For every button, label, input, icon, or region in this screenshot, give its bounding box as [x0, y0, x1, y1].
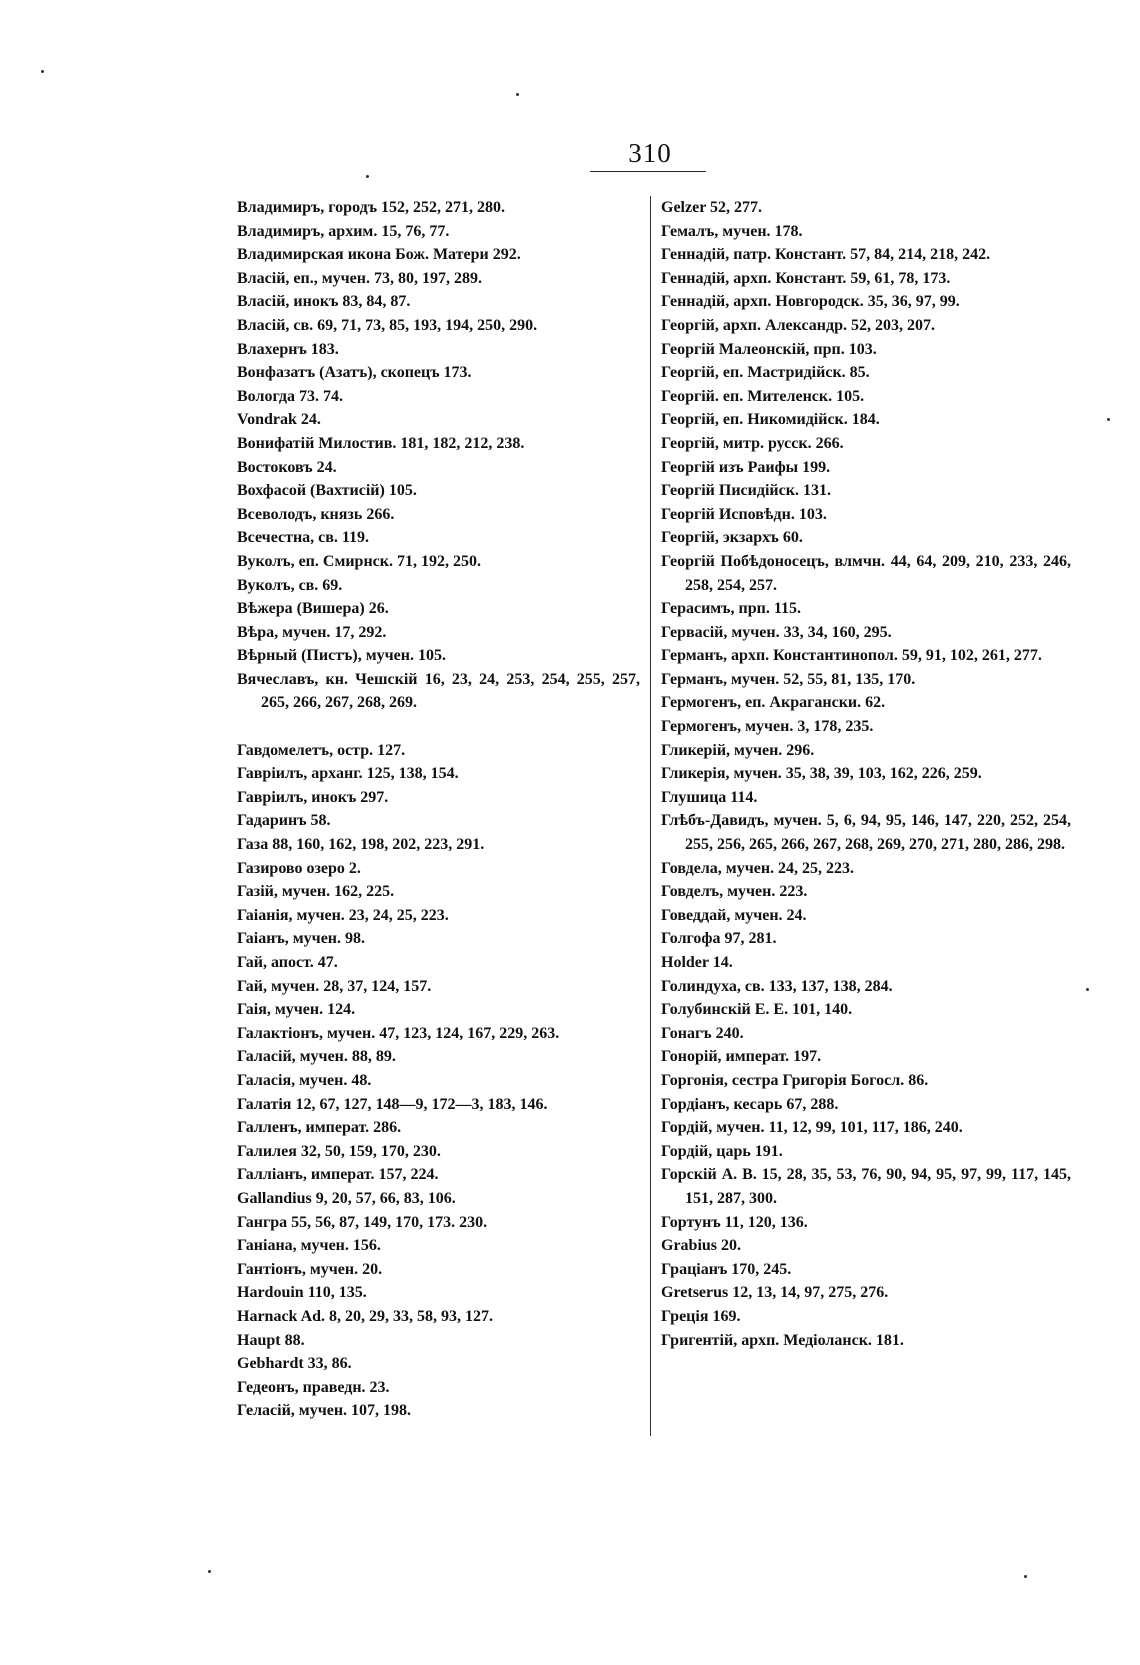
index-entry: Говдела, мучен. 24, 25, 223.: [661, 859, 855, 877]
index-entry: Галилея 32, 50, 159, 170, 230.: [237, 1142, 441, 1160]
index-entry: Геннадій, архп. Констант. 59, 61, 78, 173.: [661, 269, 951, 287]
index-entry: Греція 169.: [661, 1307, 741, 1325]
index-entry: Горскій А. В. 15, 28, 35, 53, 76, 90, 94, 95, 97, 99, 117, 145, 151, 287, 300.: [661, 1166, 1071, 1207]
index-entry: Гавріилъ, инокъ 297.: [237, 788, 389, 806]
index-entry: Всеволодъ, князь 266.: [237, 505, 395, 523]
index-entry: Германъ, мучен. 52, 55, 81, 135, 170.: [661, 670, 916, 688]
index-entry: Гантіонъ, мучен. 20.: [237, 1260, 383, 1278]
index-entry: Вологда 73. 74.: [237, 387, 343, 405]
index-entry: Гонорій, императ. 197.: [661, 1048, 822, 1066]
index-entry: Власій, еп., мучен. 73, 80, 197, 289.: [237, 269, 482, 287]
index-entry: Георгій изъ Раифы 199.: [661, 458, 831, 476]
index-entry: Гаіанъ, мучен. 98.: [237, 930, 366, 948]
index-entry: Геннадій, архп. Новгородск. 35, 36, 97, 99.: [661, 293, 960, 311]
index-entry: Георгій Малеонскій, прп. 103.: [661, 340, 877, 358]
index-entry: Голубинскій Е. Е. 101, 140.: [661, 1001, 853, 1019]
scan-speck: [208, 1570, 211, 1573]
index-entry: Grabius 20.: [661, 1237, 742, 1255]
page-number: 310: [628, 138, 672, 168]
index-entry: Владимирская икона Бож. Матери 292.: [237, 246, 521, 264]
index-column-left: [237, 196, 640, 1423]
index-entry: Владимиръ, городъ 152, 252, 271, 280.: [237, 199, 506, 216]
index-column-right: [661, 196, 1071, 1352]
index-entry: Gebhardt 33, 86.: [237, 1355, 352, 1373]
index-entry: Гликерія, мучен. 35, 38, 39, 103, 162, 226, 259.: [661, 765, 982, 783]
index-entry: Гай, апост. 47.: [237, 954, 338, 971]
index-entry: Голиндуха, св. 133, 137, 138, 284.: [661, 977, 893, 995]
index-entry: Газирово озеро 2.: [237, 859, 361, 877]
index-entry: Вѣра, мучен. 17, 292.: [237, 623, 387, 641]
index-entry: Владимиръ, архим. 15, 76, 77.: [237, 222, 450, 240]
scan-speck: [41, 70, 44, 73]
scan-speck: [1107, 418, 1110, 421]
index-entry: Востоковъ 24.: [237, 458, 337, 476]
index-entry: Гемалъ, мучен. 178.: [661, 222, 803, 240]
index-entry: Vondrak 24.: [237, 411, 321, 429]
index-entry: Вячеславъ, кн. Чешскій 16, 23, 24, 253, 254, 255, 257, 265, 266, 267, 268, 269.: [237, 670, 640, 712]
index-entry: Георгій. еп. Мителенск. 105.: [661, 387, 865, 405]
index-entry: Геннадій, патр. Констант. 57, 84, 214, 218, 242.: [661, 246, 991, 264]
index-entry: Говеддай, мучен. 24.: [661, 906, 807, 924]
scan-speck: [516, 93, 519, 96]
index-entry: Gallandius 9, 20, 57, 66, 83, 106.: [237, 1189, 456, 1207]
index-entry: Всечестна, св. 119.: [237, 529, 370, 547]
index-entry: Гервасій, мучен. 33, 34, 160, 295.: [661, 623, 892, 641]
index-entry: Галасій, мучен. 88, 89.: [237, 1048, 396, 1066]
index-entry: Гаіанія, мучен. 23, 24, 25, 223.: [237, 906, 449, 924]
index-entry: Граціанъ 170, 245.: [661, 1260, 792, 1278]
index-entry: Георгій Писидійск. 131.: [661, 482, 831, 500]
index-entry: Ганіана, мучен. 156.: [237, 1237, 381, 1255]
index-entry: Галасія, мучен. 48.: [237, 1071, 372, 1089]
index-entry: Гордій, мучен. 11, 12, 99, 101, 117, 186, 240.: [661, 1119, 963, 1137]
index-entry: Гликерій, мучен. 296.: [661, 741, 815, 759]
index-group-v: [237, 196, 640, 715]
scan-speck: [1086, 988, 1089, 991]
index-entry: Власій, инокъ 83, 84, 87.: [237, 293, 411, 311]
index-entry: Гавріилъ, арханг. 125, 138, 154.: [237, 765, 459, 783]
index-entry: Гай, мучен. 28, 37, 124, 157.: [237, 977, 432, 995]
index-entry: Власій, св. 69, 71, 73, 85, 193, 194, 250, 290.: [237, 316, 538, 334]
index-entry: Глѣбъ-Давидъ, мучен. 5, 6, 94, 95, 146, 147, 220, 252, 254, 255, 256, 265, 266, 267, 268, 269, 270, 271, 280, 286, 298.: [661, 812, 1071, 854]
index-entry: Влахернъ 183.: [237, 340, 339, 358]
index-entry: Георгій, митр. русск. 266.: [661, 434, 844, 452]
index-entry: Говделъ, мучен. 223.: [661, 883, 808, 901]
index-entry: Георгій Исповѣдн. 103.: [661, 505, 827, 523]
scan-speck: [1024, 1575, 1027, 1578]
index-entry: Вуколъ, еп. Смирнск. 71, 192, 250.: [237, 552, 481, 570]
index-entry: Вѣрный (Пистъ), мучен. 105.: [237, 647, 446, 665]
index-entry: Вонфазатъ (Азатъ), скопецъ 173.: [237, 364, 472, 382]
index-entry: Gretserus 12, 13, 14, 97, 275, 276.: [661, 1284, 889, 1302]
index-entry: Гермогенъ, мучен. 3, 178, 235.: [661, 718, 874, 736]
index-entry: Гордій, царь 191.: [661, 1142, 783, 1160]
index-entry: Гермогенъ, еп. Акрагански. 62.: [661, 694, 886, 712]
index-entry: Гангра 55, 56, 87, 149, 170, 173. 230.: [237, 1213, 488, 1231]
index-entry: Георгій Побѣдоносецъ, влмчн. 44, 64, 209, 210, 233, 246, 258, 254, 257.: [661, 552, 1071, 594]
index-entry: Геласій, мучен. 107, 198.: [237, 1402, 412, 1420]
index-entry: Гортунъ 11, 120, 136.: [661, 1213, 808, 1231]
index-group-g: [237, 739, 640, 1423]
scan-speck: [366, 175, 369, 178]
group-gap: [237, 715, 640, 739]
index-entry: Гонагъ 240.: [661, 1024, 744, 1042]
index-entry: Галленъ, императ. 286.: [237, 1119, 402, 1137]
index-entry: Вохфасой (Вахтисій) 105.: [237, 482, 417, 500]
index-entry: Глушица 114.: [661, 788, 758, 806]
index-entry: Гавдомелетъ, остр. 127.: [237, 741, 406, 759]
index-entry: Вуколъ, св. 69.: [237, 576, 343, 594]
index-entry: Горгонія, сестра Григорія Богосл. 86.: [661, 1071, 929, 1089]
index-entry: Haupt 88.: [237, 1331, 305, 1349]
column-divider: [650, 196, 651, 1436]
index-entry: Газа 88, 160, 162, 198, 202, 223, 291.: [237, 836, 485, 854]
index-entry: Harnack Ad. 8, 20, 29, 33, 58, 93, 127.: [237, 1307, 494, 1325]
index-entry: Газій, мучен. 162, 225.: [237, 883, 395, 901]
index-entry: Галатія 12, 67, 127, 148—9, 172—3, 183, 146.: [237, 1095, 548, 1113]
index-entry: Галактіонъ, мучен. 47, 123, 124, 167, 229, 263.: [237, 1024, 560, 1042]
index-entry: Gelzer 52, 277.: [661, 199, 763, 216]
index-entry: Hardouin 110, 135.: [237, 1284, 367, 1302]
index-entry: Григентій, архп. Медіоланск. 181.: [661, 1331, 904, 1349]
index-entry: Гадаринъ 58.: [237, 812, 331, 830]
index-entry: Вѣжера (Вишера) 26.: [237, 600, 389, 618]
index-entry: Георгій, еп. Никомидійск. 184.: [661, 411, 880, 429]
index-entry: Георгій, экзархъ 60.: [661, 529, 803, 547]
header-rule: [590, 171, 706, 172]
index-entry: Гаія, мучен. 124.: [237, 1001, 356, 1019]
index-entry: Гордіанъ, кесарь 67, 288.: [661, 1095, 839, 1113]
index-entry: Георгій, архп. Александр. 52, 203, 207.: [661, 316, 935, 334]
index-entry: Вонифатій Милостив. 181, 182, 212, 238.: [237, 434, 525, 452]
index-entry: Герасимъ, прп. 115.: [661, 600, 801, 618]
index-entry: Голгофа 97, 281.: [661, 930, 777, 948]
index-entry: Гедеонъ, праведн. 23.: [237, 1378, 390, 1396]
index-entry: Германъ, архп. Константинопол. 59, 91, 102, 261, 277.: [661, 647, 1042, 665]
index-entry: Holder 14.: [661, 954, 733, 971]
index-entry: Галліанъ, императ. 157, 224.: [237, 1166, 439, 1184]
index-entry: Георгій, еп. Мастридійск. 85.: [661, 364, 870, 382]
